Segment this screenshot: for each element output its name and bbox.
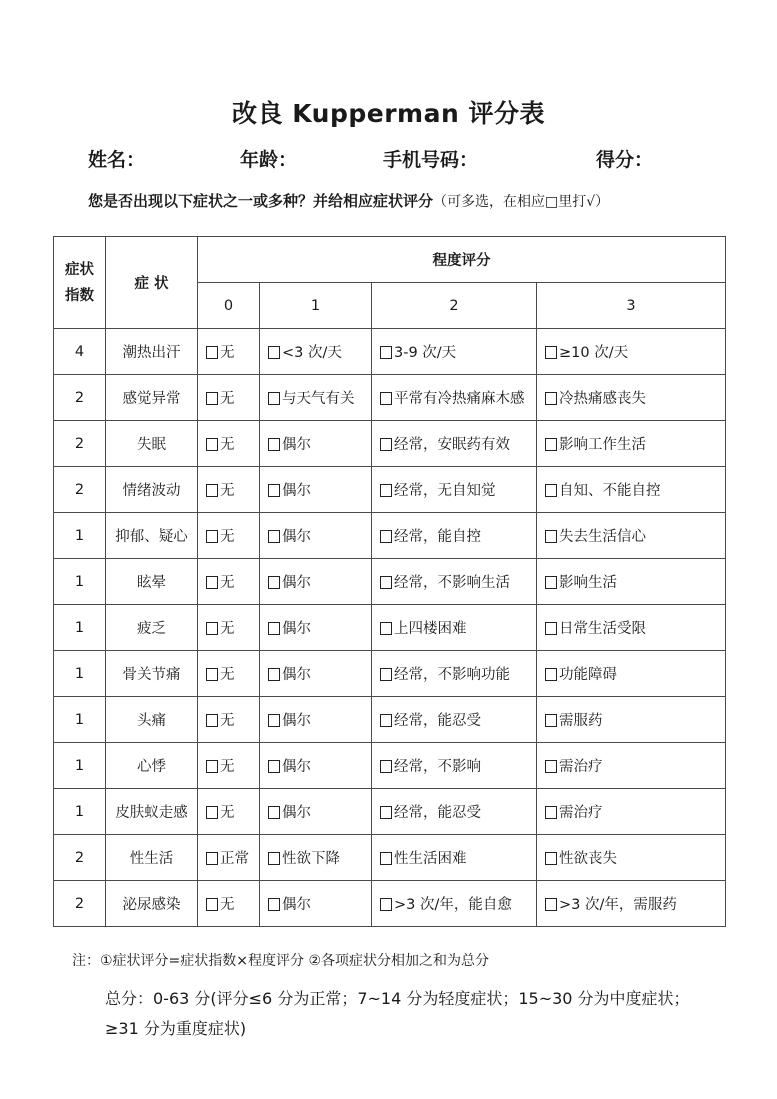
option-cell-level-2[interactable] [372, 559, 537, 605]
option-cell-level-0[interactable] [198, 375, 260, 421]
symptom-index: 1 [54, 697, 106, 743]
option-label: 偶尔 [282, 529, 311, 545]
option-cell-level-1[interactable] [260, 605, 372, 651]
symptom-index: 1 [54, 605, 106, 651]
level-1-header: 1 [260, 283, 372, 329]
degree-header: 程度评分 [198, 237, 726, 283]
checkbox[interactable] [268, 898, 280, 911]
option-cell-level-0[interactable] [198, 651, 260, 697]
option-label: 偶尔 [282, 759, 311, 775]
option-label: 无 [220, 759, 235, 775]
symptom-name: 头痛 [106, 697, 198, 743]
option-cell-level-3[interactable] [537, 835, 726, 881]
checkbox[interactable] [380, 714, 392, 727]
option-label: 经常，安眠药有效 [394, 437, 510, 453]
option-cell-level-1[interactable] [260, 743, 372, 789]
checkbox[interactable] [545, 484, 557, 497]
option-cell-level-1[interactable] [260, 421, 372, 467]
checkbox[interactable] [268, 484, 280, 497]
option-label: 上四楼困难 [394, 621, 467, 637]
option-label: 经常，能忍受 [394, 805, 481, 821]
option-cell-level-1[interactable] [260, 835, 372, 881]
table-row [54, 513, 726, 559]
option-label: 平常有冷热痛麻木感 [394, 391, 525, 407]
option-cell-level-0[interactable] [198, 881, 260, 927]
option-cell-level-0[interactable] [198, 329, 260, 375]
option-label: 需服药 [559, 713, 603, 729]
symptom-name: 心悸 [106, 743, 198, 789]
option-label: 无 [220, 897, 235, 913]
symptom-name: 感觉异常 [106, 375, 198, 421]
symptom-index: 2 [54, 835, 106, 881]
checkbox[interactable] [545, 392, 557, 405]
table-row [54, 743, 726, 789]
table-row [54, 329, 726, 375]
symptom-header: 症 状 [106, 237, 198, 329]
option-label: 偶尔 [282, 483, 311, 499]
table-row [54, 881, 726, 927]
level-0-header: 0 [198, 283, 260, 329]
option-cell-level-3[interactable] [537, 881, 726, 927]
checkbox[interactable] [545, 576, 557, 589]
symptom-index: 1 [54, 559, 106, 605]
option-label: 经常，能自控 [394, 529, 481, 545]
checkbox[interactable] [545, 530, 557, 543]
option-label: 无 [220, 345, 235, 361]
option-label: 需治疗 [559, 759, 603, 775]
checkbox[interactable] [380, 392, 392, 405]
option-label: 无 [220, 391, 235, 407]
option-label: 偶尔 [282, 667, 311, 683]
kupperman-table [53, 236, 726, 927]
option-cell-level-3[interactable] [537, 329, 726, 375]
option-label: 偶尔 [282, 575, 311, 591]
checkbox[interactable] [545, 806, 557, 819]
checkbox[interactable] [545, 622, 557, 635]
option-cell-level-3[interactable] [537, 651, 726, 697]
symptom-index: 1 [54, 789, 106, 835]
checkbox[interactable] [380, 484, 392, 497]
option-cell-level-2[interactable] [372, 697, 537, 743]
option-label: 与天气有关 [282, 391, 355, 407]
option-label: ≥10 次/天 [559, 345, 629, 361]
checkbox[interactable] [268, 622, 280, 635]
table-row [54, 375, 726, 421]
age-label: 年龄： [240, 149, 298, 171]
checkbox[interactable] [206, 346, 218, 359]
option-cell-level-1[interactable] [260, 881, 372, 927]
option-label: 经常，不影响 [394, 759, 481, 775]
option-label: 经常，能忍受 [394, 713, 481, 729]
option-cell-level-1[interactable] [260, 651, 372, 697]
option-label: <3 次/天 [282, 345, 342, 361]
option-label: 3-9 次/天 [394, 345, 457, 361]
checkbox[interactable] [206, 714, 218, 727]
checkbox[interactable] [380, 898, 392, 911]
level-2-header: 2 [372, 283, 537, 329]
option-cell-level-2[interactable] [372, 467, 537, 513]
option-cell-level-2[interactable] [372, 513, 537, 559]
table-row [54, 835, 726, 881]
symptom-name: 性生活 [106, 835, 198, 881]
checkbox[interactable] [268, 392, 280, 405]
checkbox[interactable] [545, 714, 557, 727]
option-label: 经常，无自知觉 [394, 483, 496, 499]
option-label: 偶尔 [282, 713, 311, 729]
symptom-name: 疲乏 [106, 605, 198, 651]
option-cell-level-3[interactable] [537, 789, 726, 835]
option-cell-level-2[interactable] [372, 605, 537, 651]
option-cell-level-2[interactable] [372, 835, 537, 881]
checkbox[interactable] [206, 530, 218, 543]
total-score-line-2: ≥31 分为重度症状) [105, 1019, 247, 1038]
checkbox[interactable] [268, 576, 280, 589]
option-cell-level-3[interactable] [537, 605, 726, 651]
option-label: 自知、不能自控 [559, 483, 661, 499]
checkbox[interactable] [206, 622, 218, 635]
option-cell-level-1[interactable] [260, 513, 372, 559]
checkbox[interactable] [268, 346, 280, 359]
checkbox[interactable] [206, 806, 218, 819]
checkbox[interactable] [206, 898, 218, 911]
index-header [54, 237, 106, 329]
checkbox[interactable] [206, 760, 218, 773]
option-cell-level-2[interactable] [372, 421, 537, 467]
option-label: >3 次/年，能自愈 [394, 897, 512, 913]
checkbox[interactable] [268, 438, 280, 451]
option-cell-level-2[interactable] [372, 651, 537, 697]
option-cell-level-1[interactable] [260, 697, 372, 743]
phone-label: 手机号码： [383, 149, 479, 171]
option-cell-level-0[interactable] [198, 789, 260, 835]
option-label: >3 次/年，需服药 [559, 897, 677, 913]
option-cell-level-0[interactable] [198, 743, 260, 789]
symptom-name: 潮热出汗 [106, 329, 198, 375]
checkbox[interactable] [380, 438, 392, 451]
symptom-name: 皮肤蚁走感 [106, 789, 198, 835]
symptom-name: 抑郁、疑心 [106, 513, 198, 559]
option-label: 日常生活受限 [559, 621, 646, 637]
checkbox[interactable] [545, 760, 557, 773]
table-row [54, 697, 726, 743]
symptom-name: 泌尿感染 [106, 881, 198, 927]
option-cell-level-0[interactable] [198, 835, 260, 881]
symptom-index: 2 [54, 467, 106, 513]
symptom-index: 2 [54, 881, 106, 927]
patient-info-row [0, 145, 777, 173]
option-label: 无 [220, 529, 235, 545]
table-row [54, 559, 726, 605]
checkbox[interactable] [268, 760, 280, 773]
symptom-name: 失眠 [106, 421, 198, 467]
option-label: 功能障碍 [559, 667, 617, 683]
checkbox[interactable] [206, 484, 218, 497]
symptom-name: 眩晕 [106, 559, 198, 605]
option-label: 性生活困难 [394, 851, 467, 867]
score-label: 得分： [596, 149, 654, 171]
checkbox[interactable] [380, 668, 392, 681]
option-cell-level-3[interactable] [537, 467, 726, 513]
checkbox[interactable] [380, 760, 392, 773]
option-cell-level-0[interactable] [198, 559, 260, 605]
symptom-index: 1 [54, 651, 106, 697]
option-label: 偶尔 [282, 897, 311, 913]
table-row [54, 605, 726, 651]
option-cell-level-3[interactable] [537, 421, 726, 467]
checkbox[interactable] [268, 530, 280, 543]
option-label: 经常，不影响生活 [394, 575, 510, 591]
instruction-hint: （可多选，在相应□里打√） [433, 194, 610, 210]
option-cell-level-1[interactable] [260, 329, 372, 375]
checkbox[interactable] [545, 898, 557, 911]
option-label: 影响工作生活 [559, 437, 646, 453]
total-score-line-1: 总分：0-63 分(评分≤6 分为正常；7~14 分为轻度症状；15~30 分为中度症状； [105, 989, 690, 1008]
option-label: 无 [220, 805, 235, 821]
option-label: 无 [220, 483, 235, 499]
option-cell-level-2[interactable] [372, 375, 537, 421]
option-cell-level-2[interactable] [372, 743, 537, 789]
checkbox[interactable] [206, 576, 218, 589]
option-cell-level-0[interactable] [198, 467, 260, 513]
checkbox[interactable] [268, 668, 280, 681]
option-cell-level-0[interactable] [198, 605, 260, 651]
table-row [54, 651, 726, 697]
option-cell-level-1[interactable] [260, 467, 372, 513]
option-cell-level-2[interactable] [372, 789, 537, 835]
symptom-index: 4 [54, 329, 106, 375]
checkbox[interactable] [545, 346, 557, 359]
option-label: 经常，不影响功能 [394, 667, 510, 683]
checkbox[interactable] [268, 714, 280, 727]
option-label: 无 [220, 575, 235, 591]
option-cell-level-3[interactable] [537, 375, 726, 421]
checkbox[interactable] [380, 530, 392, 543]
symptom-name: 骨关节痛 [106, 651, 198, 697]
checkbox[interactable] [380, 346, 392, 359]
option-label: 无 [220, 667, 235, 683]
option-label: 偶尔 [282, 621, 311, 637]
symptom-index: 1 [54, 513, 106, 559]
option-cell-level-0[interactable] [198, 697, 260, 743]
option-label: 性欲下降 [282, 851, 340, 867]
option-cell-level-1[interactable] [260, 559, 372, 605]
symptom-index: 2 [54, 421, 106, 467]
checkbox[interactable] [380, 806, 392, 819]
checkbox[interactable] [206, 852, 218, 865]
checkbox[interactable] [206, 392, 218, 405]
table-row [54, 467, 726, 513]
symptom-index: 2 [54, 375, 106, 421]
option-cell-level-2[interactable] [372, 329, 537, 375]
option-label: 无 [220, 713, 235, 729]
option-cell-level-3[interactable] [537, 559, 726, 605]
instruction-text [88, 190, 609, 211]
option-cell-level-3[interactable] [537, 513, 726, 559]
option-cell-level-1[interactable] [260, 375, 372, 421]
checkbox[interactable] [268, 806, 280, 819]
option-cell-level-2[interactable] [372, 881, 537, 927]
checkbox[interactable] [545, 438, 557, 451]
checkbox[interactable] [545, 668, 557, 681]
option-label: 需治疗 [559, 805, 603, 821]
instruction-question: 您是否出现以下症状之一或多种？并给相应症状评分 [88, 192, 434, 210]
level-3-header: 3 [537, 283, 726, 329]
symptom-index: 1 [54, 743, 106, 789]
option-cell-level-1[interactable] [260, 789, 372, 835]
option-label: 正常 [220, 851, 249, 867]
option-label: 无 [220, 437, 235, 453]
page-title: 改良 Kupperman 评分表 [232, 99, 545, 128]
checkbox[interactable] [268, 852, 280, 865]
option-label: 无 [220, 621, 235, 637]
option-cell-level-0[interactable] [198, 513, 260, 559]
index-header-text: 症状指数 [65, 261, 94, 304]
checkbox[interactable] [380, 622, 392, 635]
option-label: 冷热痛感丧失 [559, 391, 646, 407]
option-cell-level-0[interactable] [198, 421, 260, 467]
table-row [54, 789, 726, 835]
option-label: 偶尔 [282, 805, 311, 821]
checkbox[interactable] [206, 438, 218, 451]
checkbox[interactable] [545, 852, 557, 865]
option-label: 性欲丧失 [559, 851, 617, 867]
table-row [54, 421, 726, 467]
scoring-note: 注：①症状评分=症状指数×程度评分 ②各项症状分相加之和为总分 [72, 953, 490, 969]
option-label: 影响生活 [559, 575, 617, 591]
checkbox[interactable] [206, 668, 218, 681]
symptom-name: 情绪波动 [106, 467, 198, 513]
checkbox[interactable] [380, 576, 392, 589]
option-label: 失去生活信心 [559, 529, 646, 545]
option-cell-level-3[interactable] [537, 743, 726, 789]
name-label: 姓名： [88, 149, 146, 171]
option-label: 偶尔 [282, 437, 311, 453]
option-cell-level-3[interactable] [537, 697, 726, 743]
checkbox[interactable] [380, 852, 392, 865]
